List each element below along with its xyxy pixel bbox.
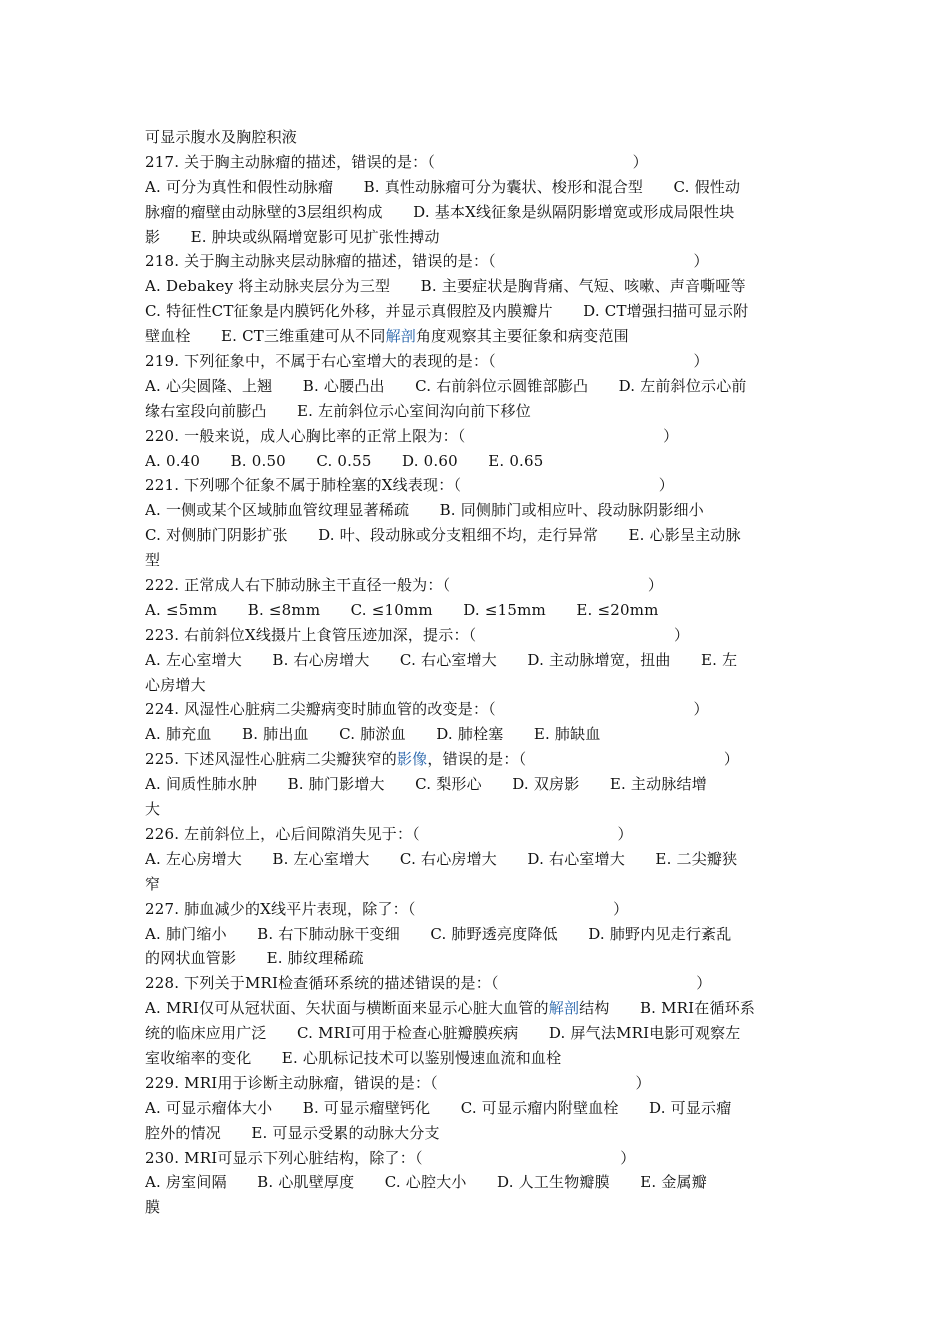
options-line: A. 心尖圆隆、上翘 B. 心腰凸出 C. 右前斜位示圆锥部膨凸 D. 左前斜位示心前 (145, 376, 747, 395)
question-219: 219. 下列征象中，不属于右心室增大的表现的是：（ ） (145, 352, 709, 371)
options-line: A. 肺门缩小 B. 右下肺动脉干变细 C. 肺野透亮度降低 D. 肺野内见走行紊乱 (145, 924, 732, 943)
options-line: A. 左心室增大 B. 右心房增大 C. 右心室增大 D. 主动脉增宽，扭曲 E. 左 (145, 650, 738, 669)
options-line: A. 可分为真性和假性动脉瘤 B. 真性动脉瘤可分为囊状、梭形和混合型 C. 假性动 (145, 177, 741, 196)
question-225: 225. 下述风湿性心脏病二尖瓣狭窄的影像，错误的是：（ ） (145, 750, 740, 769)
question-218: 218. 关于胸主动脉夹层动脉瘤的描述，错误的是：（ ） (145, 252, 709, 271)
options-line: A. 左心房增大 B. 左心室增大 C. 右心房增大 D. 右心室增大 E. 二尖瓣狭 (145, 849, 738, 868)
options-line: A. ≤5mm B. ≤8mm C. ≤10mm D. ≤15mm E. ≤20mm (145, 600, 659, 619)
options-line: 膜 (145, 1198, 161, 1217)
question-229: 229. MRI用于诊断主动脉瘤，错误的是：（ ） (145, 1073, 651, 1092)
options-line: 心房增大 (145, 675, 206, 694)
options-line: 统的临床应用广泛 C. MRI可用于检查心脏瓣膜疾病 D. 屏气法MRI电影可观察左 (145, 1024, 741, 1043)
question-223: 223. 右前斜位X线摄片上食管压迹加深，提示：（ ） (145, 625, 690, 644)
question-222: 222. 正常成人右下肺动脉主干直径一般为：（ ） (145, 576, 664, 595)
hyperlink-word[interactable]: 解剖 (385, 327, 416, 346)
options-line: 窄 (145, 874, 161, 893)
options-line: 腔外的情况 E. 可显示受累的动脉大分支 (145, 1123, 440, 1142)
options-line: A. 间质性肺水肿 B. 肺门影增大 C. 梨形心 D. 双房影 E. 主动脉结增 (145, 775, 707, 794)
options-line: A. 可显示瘤体大小 B. 可显示瘤壁钙化 C. 可显示瘤内附壁血栓 D. 可显示瘤 (145, 1098, 732, 1117)
options-line: 影 E. 肿块或纵隔增宽影可见扩张性搏动 (145, 227, 440, 246)
options-line: 大 (145, 800, 161, 819)
options-line: 壁血栓 E. CT三维重建可从不同解剖角度观察其主要征象和病变范围 (145, 327, 629, 346)
hyperlink-word[interactable]: 解剖 (548, 999, 580, 1018)
question-227: 227. 肺血减少的X线平片表现，除了：（ ） (145, 899, 629, 918)
options-line: A. Debakey 将主动脉夹层分为三型 B. 主要症状是胸背痛、气短、咳嗽、声音嘶哑等 (145, 277, 746, 296)
options-line: 缘右室段向前膨凸 E. 左前斜位示心室间沟向前下移位 (145, 401, 531, 420)
options-line: C. 对侧肺门阴影扩张 D. 叶、段动脉或分支粗细不均，走行异常 E. 心影呈主动脉 (145, 526, 741, 545)
question-224: 224. 风湿性心脏病二尖瓣病变时肺血管的改变是：（ ） (145, 700, 709, 719)
options-line: A. 一侧或某个区域肺血管纹理显著稀疏 B. 同侧肺门或相应叶、段动脉阴影细小 (145, 501, 704, 520)
options-line: 型 (145, 551, 161, 570)
options-line: 的网状血管影 E. 肺纹理稀疏 (145, 949, 364, 968)
question-230: 230. MRI可显示下列心脏结构，除了：（ ） (145, 1148, 636, 1167)
hyperlink-word[interactable]: 影像 (396, 750, 428, 769)
question-217: 217. 关于胸主动脉瘤的描述，错误的是：（ ） (145, 152, 648, 171)
question-221: 221. 下列哪个征象不属于肺栓塞的X线表现：（ ） (145, 476, 674, 495)
options-line: 脉瘤的瘤壁由动脉壁的3层组织构成 D. 基本X线征象是纵隔阴影增宽或形成局限性块 (145, 202, 735, 221)
options-line: A. 0.40 B. 0.50 C. 0.55 D. 0.60 E. 0.65 (145, 451, 544, 470)
question-226: 226. 左前斜位上，心后间隙消失见于：（ ） (145, 824, 633, 843)
options-line: A. 房室间隔 B. 心肌壁厚度 C. 心腔大小 D. 人工生物瓣膜 E. 金属瓣 (145, 1173, 707, 1192)
options-line: 室收缩率的变化 E. 心肌标记技术可以鉴别慢速血流和血栓 (145, 1048, 562, 1067)
text-line: 可显示腹水及胸腔积液 (145, 128, 298, 146)
question-220: 220. 一般来说，成人心胸比率的正常上限为：（ ） (145, 426, 679, 445)
question-text-block (145, 125, 810, 1220)
options-line: A. MRI仅可从冠状面、矢状面与横断面来显示心脏大血管的解剖结构 B. MRI在循环系 (145, 999, 756, 1018)
question-228: 228. 下列关于MRI检查循环系统的描述错误的是：（ ） (145, 974, 712, 993)
options-line: A. 肺充血 B. 肺出血 C. 肺淤血 D. 肺栓塞 E. 肺缺血 (145, 725, 601, 744)
options-line: C. 特征性CT征象是内膜钙化外移，并显示真假腔及内膜瓣片 D. CT增强扫描可显示附 (145, 302, 749, 321)
